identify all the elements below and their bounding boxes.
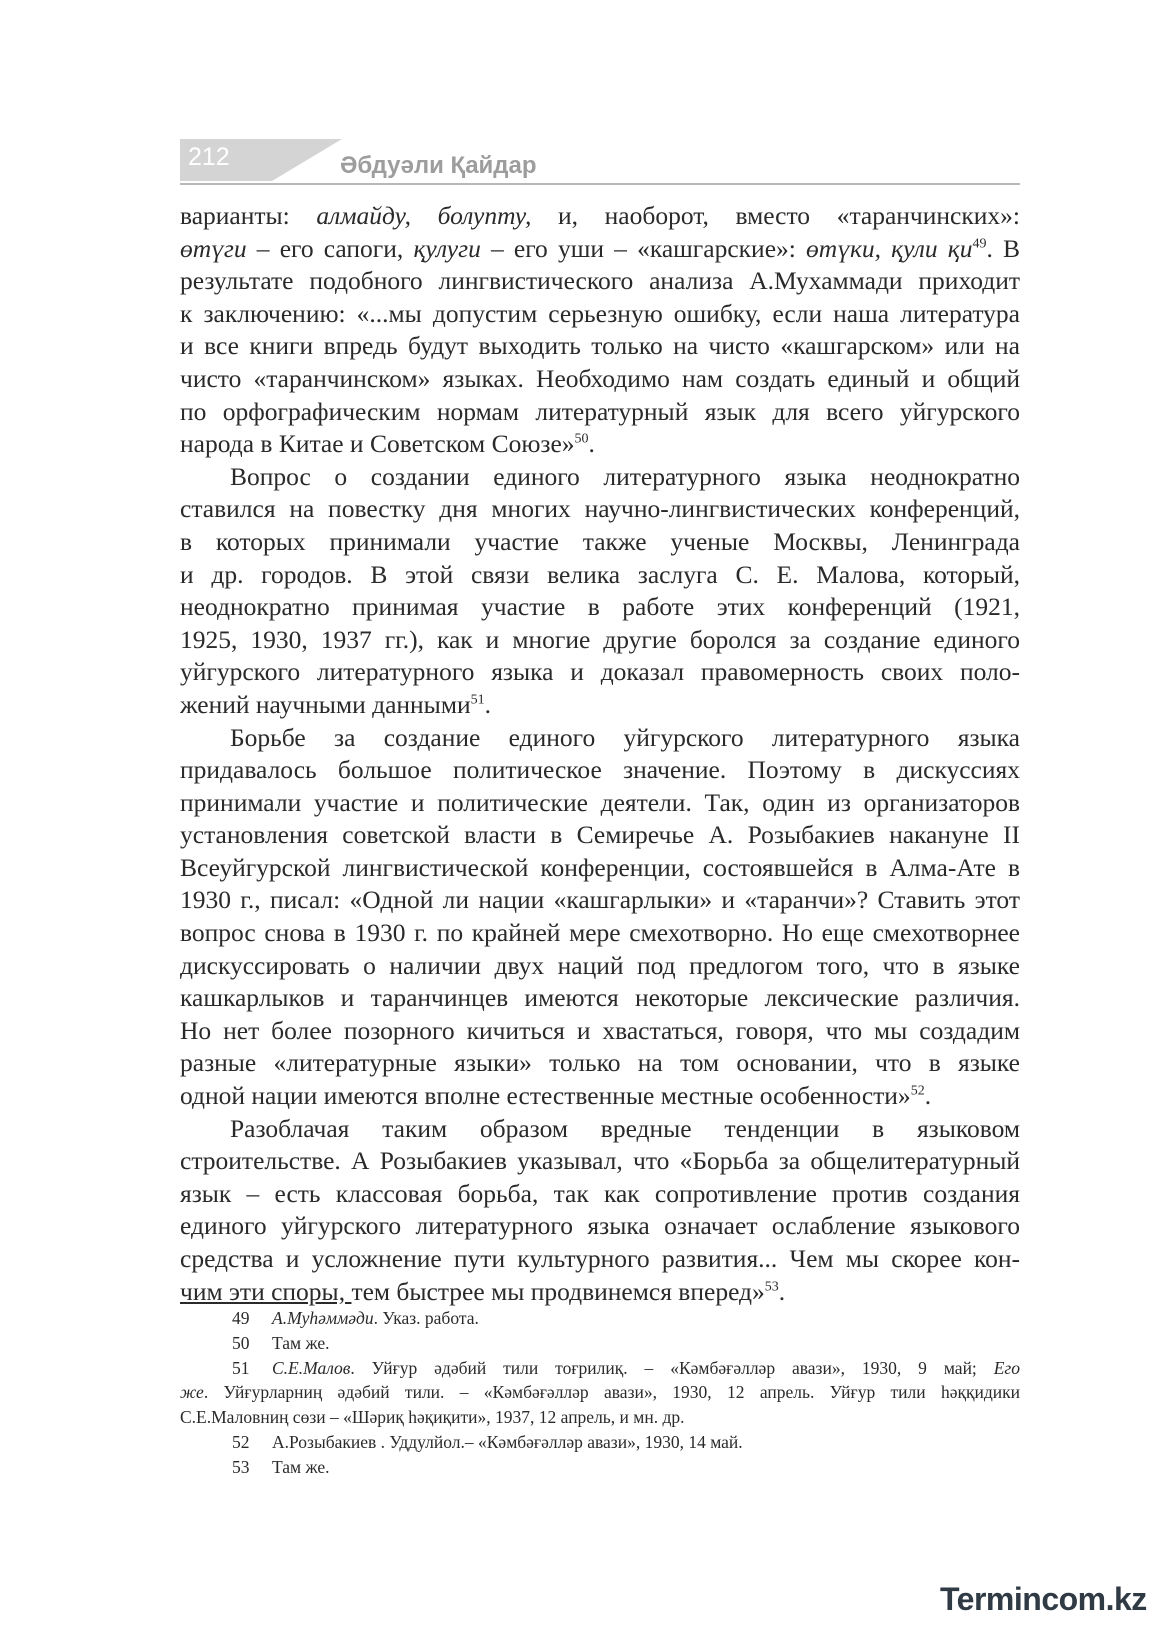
footnote-ref[interactable]: 51 [470, 692, 485, 708]
footnote-number: 50 [232, 1332, 250, 1353]
footnote-number: 49 [232, 1308, 250, 1328]
italic-example: өтүки, қули қи [806, 233, 973, 263]
text-line: кашкарлыков и таранчинцев имеются некоторые лексические различия. [180, 983, 1020, 1013]
running-title: Әбдуәли Қайдар [340, 152, 537, 179]
page-number: 212 [188, 143, 230, 171]
text-line: Но нет более позорного кичиться и хвастаться, говоря, что мы создадим [180, 1015, 1020, 1045]
footnote-text: . Уйғурларниң әдәбий тили. – «Кәмбәғәлләр авази», 1930, 12 апрель. Уйғур тили һәққидики [203, 1382, 1020, 1403]
footnote-ref[interactable]: 49 [972, 236, 987, 252]
text-line [180, 428, 1020, 461]
text-span: . В [986, 233, 1021, 263]
text-span: народа в Китае и Советском Союзе» [180, 429, 575, 459]
text-line [180, 200, 1020, 233]
text-span: . [778, 1276, 786, 1306]
text-span: . [484, 689, 491, 719]
text-line: чисто «таранчинском» языках. Необходимо нам создать единый и общий [180, 363, 1020, 393]
text-line: неоднократно принимая участие в работе этих конференций (1921, [180, 592, 1020, 622]
text-line: результате подобного лингвистического анализа А.Мухаммади приходит [180, 266, 1020, 296]
text-line: Разоблачая таким образом вредные тенденции в языковом [230, 1113, 1020, 1143]
text-span: – его сапоги, [246, 233, 414, 263]
footnote-author: С.Е.Малов [272, 1357, 351, 1378]
text-line: средства и усложнение пути культурного развития... Чем мы скорее кон- [180, 1244, 1020, 1273]
text-line: Борьбе за создание единого уйгурского литературного языка [230, 722, 1020, 752]
text-span: одной нации имеются вполне естественные местные особенности» [180, 1081, 911, 1111]
text-line: единого уйгурского литературного языка означает ослабление языкового [180, 1211, 1020, 1241]
page-number-tab-wedge [272, 139, 342, 181]
text-line: к заключению: «...мы допустим серьезную ошибку, если наша литература [180, 298, 1020, 328]
text-span: . [924, 1081, 932, 1111]
text-line [180, 233, 1020, 266]
footnote-51 [180, 1356, 1020, 1381]
footnote-text: А.Розыбакиев . Уддулйол.– «Кәмбәғәлләр авази», 1930, 14 май. [272, 1431, 743, 1452]
text-span: жений научными данными [180, 689, 471, 719]
footnote-number: 51 [232, 1357, 250, 1378]
text-line: принимали участие и политические деятели. Так, один из организаторов [180, 787, 1020, 817]
text-line: 1930 г., писал: «Одной ли нации «кашгарлыки» и «таранчи»? Ставить этот [180, 885, 1020, 915]
footnote-italic: же [180, 1382, 204, 1403]
text-line: и др. городов. В этой связи велика заслуга С. Е. Малова, который, [180, 559, 1020, 589]
footnote-51-cont [180, 1380, 1020, 1405]
text-line: ставился на повестку дня многих научно-лингвистических конференций, [180, 494, 1020, 524]
footnote-text: Там же. [272, 1456, 330, 1477]
footnote-italic: Его [993, 1357, 1020, 1378]
italic-example: қулуги [413, 233, 481, 263]
text-line: Всеуйгурской лингвистической конференции, состоявшейся в Алма-Ате в [180, 852, 1020, 882]
text-line: придавалось большое политическое значение. Поэтому в дискуссиях [180, 755, 1020, 785]
footnote-text: . Указ. работа. [373, 1308, 479, 1328]
footnotes [180, 1306, 1020, 1480]
footnote-ref[interactable]: 53 [764, 1279, 779, 1295]
text-line: вопрос снова в 1930 г. по крайней мере смехотворно. Но еще смехотворнее [180, 918, 1020, 948]
text-span: варианты: [180, 201, 317, 230]
termincom-logo: Termincom.kz [940, 1581, 1147, 1617]
text-line: Вопрос о создании единого литературного языка неоднократно [230, 461, 1020, 491]
footnote-number: 53 [232, 1456, 250, 1477]
text-line: уйгурского литературного языка и доказал правомерность своих поло- [180, 657, 1020, 687]
footnote-53 [180, 1455, 1020, 1480]
footnote-text: Там же. [272, 1332, 330, 1353]
footnote-50 [180, 1331, 1020, 1356]
text-line: разные «литературные языки» только на том основании, что в языке [180, 1048, 1020, 1078]
text-line: в которых принимали участие также ученые Москвы, Ленинграда [180, 526, 1020, 556]
footnote-51-cont: С.Е.Маловниң сөзи – «Шәриқ һәқиқити», 1937, 12 апрель, и мн. др. [180, 1407, 685, 1428]
footnote-author: А.Муһәммәди [272, 1308, 374, 1328]
running-header [180, 137, 1020, 189]
footnote-52 [180, 1430, 1020, 1455]
footnote-ref[interactable]: 50 [574, 431, 589, 447]
text-line: язык – есть классовая борьба, так как сопротивление против создания [180, 1178, 1020, 1208]
text-span: тем быстрее мы продвинемся вперед» [351, 1276, 765, 1306]
body-text [180, 200, 1020, 1308]
text-line: установления советской власти в Семиречье А. Розыбакиев накануне II [180, 820, 1020, 850]
text-line: по орфографическим нормам литературный язык для всего уйгурского [180, 396, 1020, 426]
text-line [180, 1080, 1020, 1113]
italic-example: өтүги [180, 233, 247, 263]
text-line: дискуссировать о наличии двух наций под предлогом того, что в языке [180, 950, 1020, 980]
underlined-text: чим эти споры, [180, 1276, 352, 1306]
footnote-ref[interactable]: 52 [910, 1083, 925, 1099]
text-span: и, наоборот, вместо «таранчинских»: [531, 201, 1020, 230]
text-line: и все книги впредь будут выходить только на чисто «кашгарском» или на [180, 331, 1020, 361]
footnote-number: 52 [232, 1431, 250, 1452]
text-span: – его уши – «кашгарские»: [480, 233, 807, 263]
italic-example: алмайду, болупту, [316, 201, 532, 230]
text-line: строительстве. А Розыбакиев указывал, что «Борьба за общелитературный [180, 1146, 1020, 1176]
footnote-text: . Уйғур әдәбий тили тоғрилиқ. – «Кәмбәғәлләр авази», 1930, 9 май; [350, 1357, 994, 1378]
text-line [180, 689, 1020, 722]
header-rule [180, 183, 1020, 185]
text-span: . [588, 429, 595, 459]
text-line: 1925, 1930, 1937 гг.), как и многие другие боролся за создание единого [180, 624, 1020, 654]
footnote-49 [180, 1306, 1020, 1331]
text-line [180, 1276, 1020, 1309]
